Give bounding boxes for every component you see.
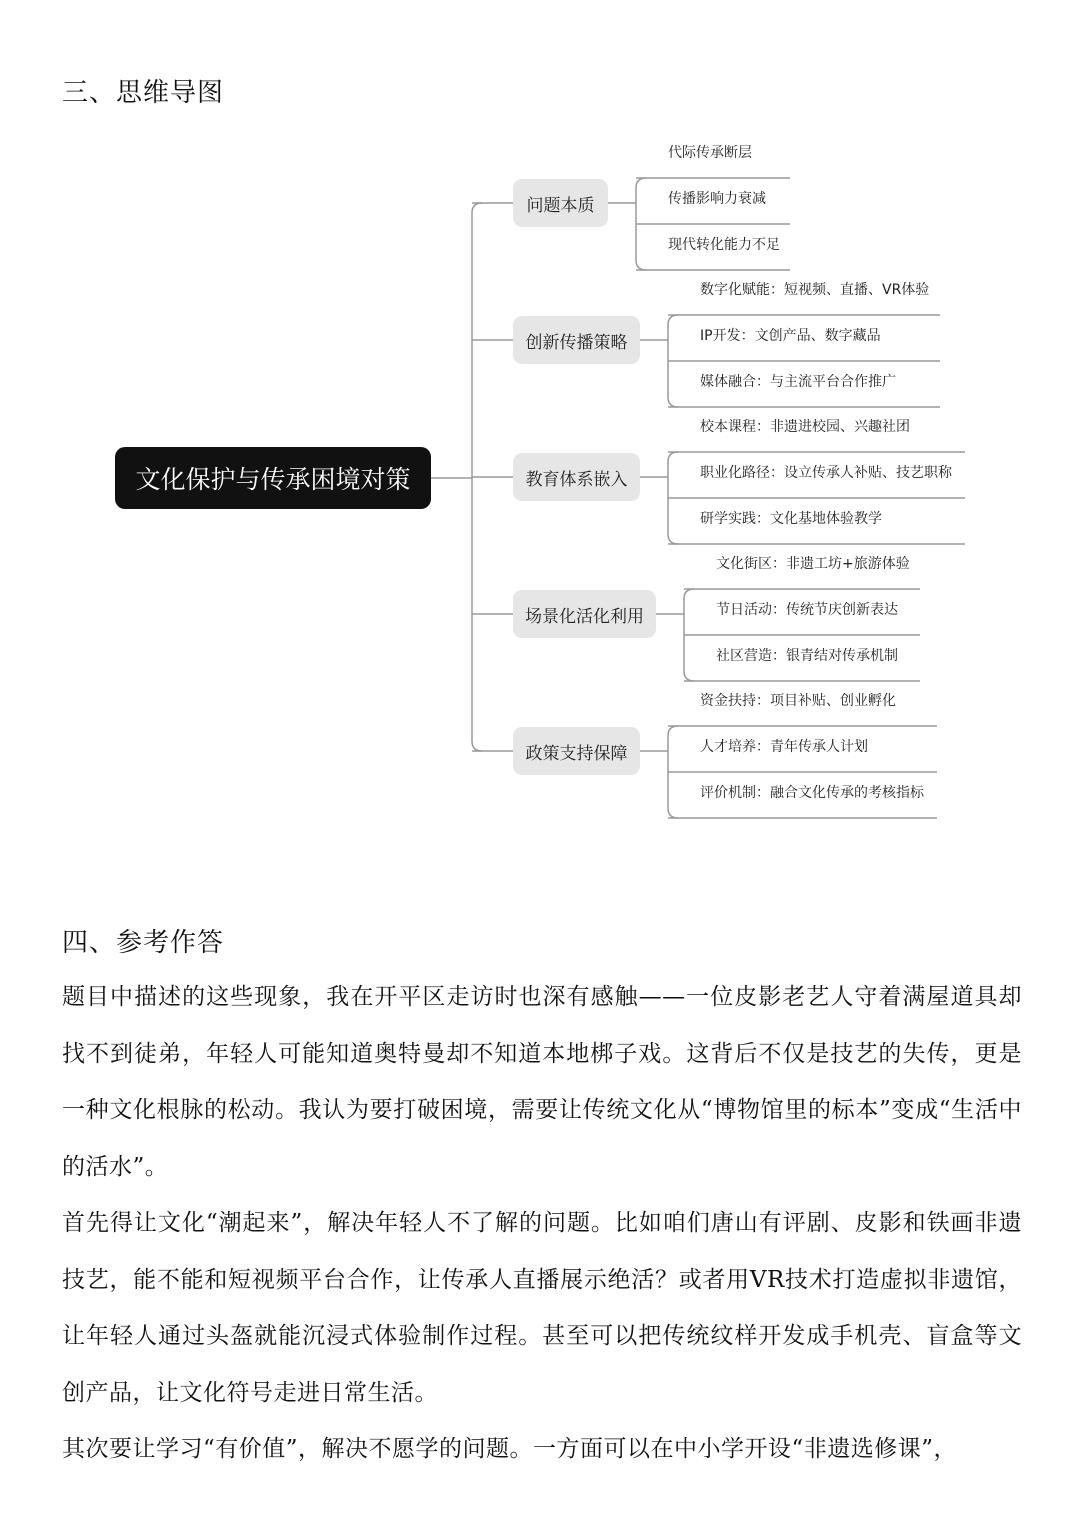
mind-map-leaf: 社区营造：银青结对传承机制 bbox=[716, 648, 898, 664]
mind-map-leaf: IP开发：文创产品、数字藏品 bbox=[700, 328, 881, 344]
answer-paragraph-3: 其次要让学习“有价值”，解决不愿学的问题。一方面可以在中小学开设“非遗选修课”， bbox=[62, 1436, 958, 1462]
mind-map-leaf: 现代转化能力不足 bbox=[668, 237, 780, 253]
mind-map-leaf: 研学实践：文化基地体验教学 bbox=[700, 511, 882, 527]
section-heading-mindmap: 三、思维导图 bbox=[62, 78, 225, 108]
mind-map-leaf: 人才培养：青年传承人计划 bbox=[700, 739, 868, 755]
mind-map-leaf: 资金扶持：项目补贴、创业孵化 bbox=[700, 693, 896, 709]
answer-body bbox=[62, 969, 1022, 1478]
mind-map-branch-node: 创新传播策略 bbox=[513, 316, 640, 364]
answer-paragraph-2: 首先得让文化“潮起来”，解决年轻人不了解的问题。比如咱们唐山有评剧、皮影和铁画非遗技艺，能不能和短视频平台合作，让传承人直播展示绝活？或者用VR技术打造虚拟非遗馆，让年轻人通过头盔就能沉浸式体验制作过程。甚至可以把传统纹样开发成手机壳、盲盒等文创产品，让文化符号走进日常生活。 bbox=[62, 1210, 1022, 1406]
mind-map-leaf: 评价机制：融合文化传承的考核指标 bbox=[700, 785, 924, 801]
answer-paragraph-1: 题目中描述的这些现象，我在开平区走访时也深有感触——一位皮影老艺人守着满屋道具却找不到徒弟，年轻人可能知道奥特曼却不知道本地梆子戏。这背后不仅是技艺的失传，更是一种文化根脉的松动。我认为要打破困境，需要让传统文化从“博物馆里的标本”变成“生活中的活水”。 bbox=[62, 984, 1022, 1180]
mind-map-leaf: 数字化赋能：短视频、直播、VR体验 bbox=[700, 282, 930, 298]
mind-map-branch-node: 政策支持保障 bbox=[513, 727, 640, 775]
mind-map-leaf: 媒体融合：与主流平台合作推广 bbox=[700, 374, 896, 390]
mind-map-leaf: 文化街区：非遗工坊+旅游体验 bbox=[716, 556, 910, 572]
mind-map-center-node: 文化保护与传承困境对策 bbox=[115, 447, 431, 509]
mind-map-branch-node: 场景化活化利用 bbox=[513, 590, 656, 638]
mind-map-branch-node: 问题本质 bbox=[513, 179, 608, 227]
mind-map-leaf: 传播影响力衰减 bbox=[668, 191, 766, 207]
mind-map-branch-node: 教育体系嵌入 bbox=[513, 453, 640, 501]
section-heading-answer: 四、参考作答 bbox=[62, 928, 225, 958]
mind-map-leaf: 校本课程：非遗进校园、兴趣社团 bbox=[700, 419, 910, 435]
mind-map-leaf: 代际传承断层 bbox=[668, 145, 752, 161]
mind-map-leaf: 职业化路径：设立传承人补贴、技艺职称 bbox=[700, 465, 952, 481]
mind-map-leaf: 节日活动：传统节庆创新表达 bbox=[716, 602, 898, 618]
